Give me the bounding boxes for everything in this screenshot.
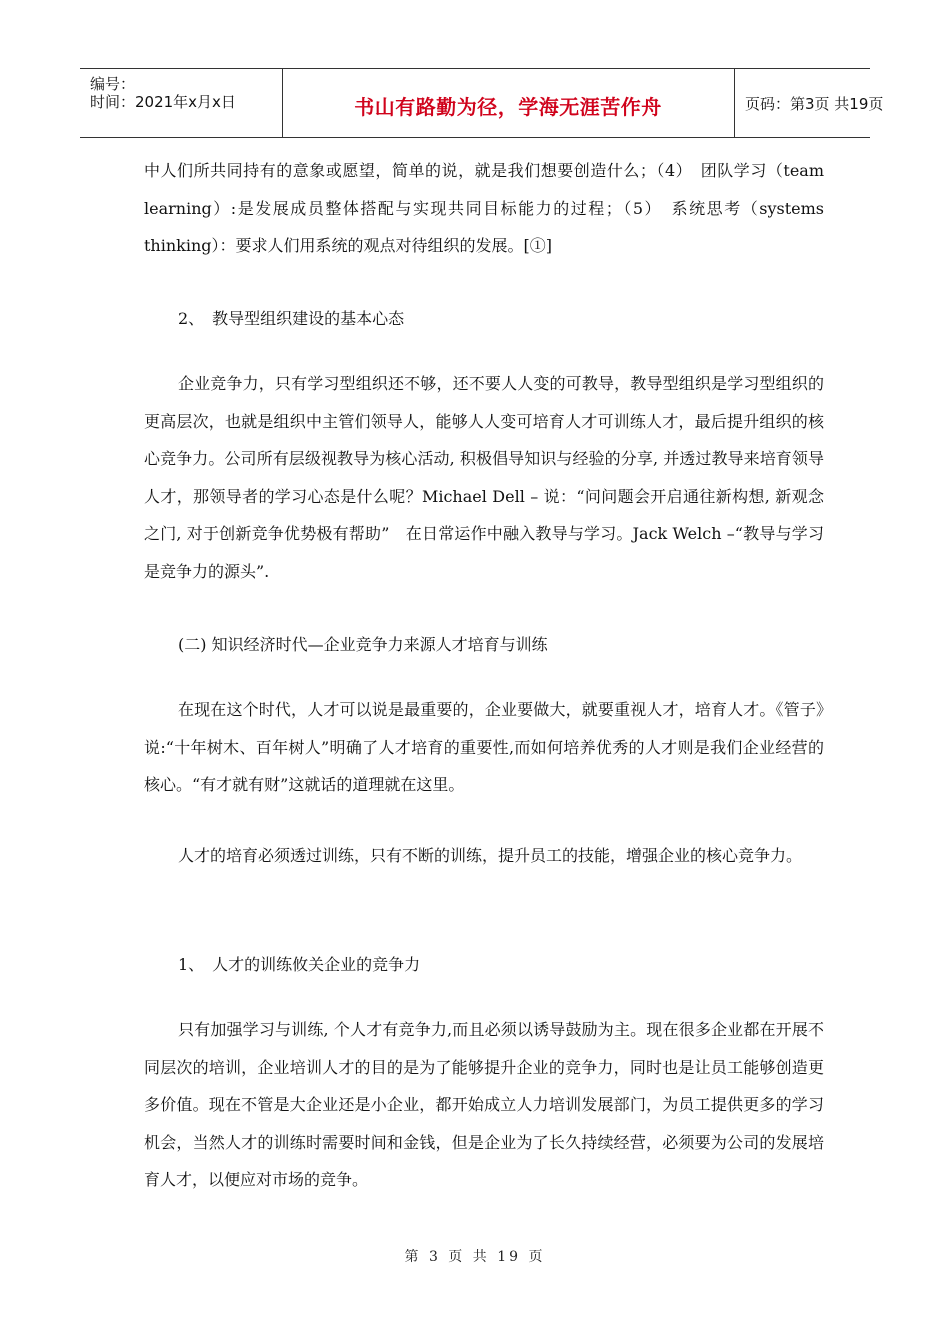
section-heading-knowledge-economy: (二) 知识经济时代—企业竞争力来源人才培育与训练 xyxy=(178,635,548,654)
body-paragraph-3: 在现在这个时代，人才可以说是最重要的，企业要做大，就要重视人才，培育人才。《管子》说:“十年树木、百年树人”明确了人才培育的重要性,而如何培养优秀的人才则是我们企业经营的核心。“有才就有财”这就话的道理就在这里。 xyxy=(144,700,824,794)
header-page-code: 页码：第3页 共19页 xyxy=(745,95,884,113)
header-motto-cell xyxy=(282,69,735,137)
section-heading-2: 2、 教导型组织建设的基本心态 xyxy=(178,309,405,328)
section-heading-1: 1、 人才的训练攸关企业的竞争力 xyxy=(178,955,421,974)
document-date-label: 时间：2021年x月x日 xyxy=(90,93,236,111)
body-paragraph-1: 中人们所共同持有的意象或愿望，简单的说，就是我们想要创造什么；（4） 团队学习（team learning）:是发展成员整体搭配与实现共同目标能力的过程；（5） 系统思考（systems thinking）：要求人们用系统的观点对待组织的发展。[①] xyxy=(144,161,824,255)
page-header xyxy=(80,68,884,138)
header-meta-cell xyxy=(80,69,283,137)
page-footer: 第 3 页 共 19 页 xyxy=(404,1249,546,1265)
body-paragraph-2: 企业竞争力，只有学习型组织还不够，还不要人人变的可教导，教导型组织是学习型组织的更高层次，也就是组织中主管们领导人，能够人人变可培育人才可训练人才，最后提升组织的核心竞争力。公司所有层级视教导为核心活动, 积极倡导知识与经验的分享, 并透过教导来培育领导人才，那领导者的学习心态是什么呢？Michael Dell – 说：“问问题会开启通往新构想, 新观念之门, 对于创新竞争优势极有帮助” 在日常运作中融入教导与学习。Jack Welch –“教导与学习是竞争力的源头”. xyxy=(144,374,824,581)
header-motto: 书山有路勤为径，学海无涯苦作舟 xyxy=(354,95,662,119)
document-number-label: 编号： xyxy=(90,75,136,93)
body-paragraph-4: 人才的培育必须透过训练，只有不断的训练，提升员工的技能，增强企业的核心竞争力。 xyxy=(178,846,803,865)
body-paragraph-5: 只有加强学习与训练, 个人才有竞争力,而且必须以诱导鼓励为主。现在很多企业都在开展不同层次的培训，企业培训人才的目的是为了能够提升企业的竞争力，同时也是让员工能够创造更多价值。现在不管是大企业还是小企业，都开始成立人力培训发展部门，为员工提供更多的学习机会，当然人才的训练时需要时间和金钱，但是企业为了长久持续经营，必须要为公司的发展培育人才，以便应对市场的竞争。 xyxy=(144,1020,824,1189)
header-page-cell xyxy=(735,69,884,137)
